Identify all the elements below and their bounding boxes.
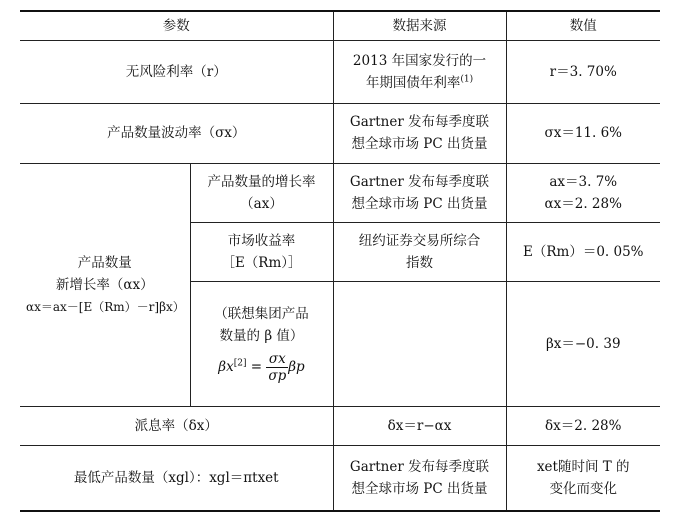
dividend-value: δx＝2. 28% (506, 406, 660, 445)
row-volatility (20, 103, 660, 163)
riskfree-source (333, 40, 506, 103)
growth-group-label (20, 163, 190, 406)
market-source (333, 222, 506, 281)
header-row (20, 11, 660, 40)
growth-param-line2: （ax） (240, 195, 283, 212)
volatility-source (333, 103, 506, 163)
minimum-source-line1: Gartner 发布每季度联 (349, 458, 490, 475)
market-param-line1: 市场收益率 (227, 232, 296, 249)
beta-formula-rhs: βp (288, 359, 305, 375)
volatility-value: σx＝11. 6% (506, 103, 660, 163)
growth-value-line2: αx＝2. 28% (544, 195, 622, 212)
dividend-param: 派息率（δx） (20, 406, 333, 445)
beta-value: βx＝−0. 39 (506, 281, 660, 406)
growth-group-line1: 产品数量 (77, 254, 132, 271)
growth-param-line1: 产品数量的增长率 (207, 173, 316, 190)
beta-param (190, 281, 333, 406)
header-source: 数据来源 (333, 11, 506, 40)
market-source-line1: 纽约证券交易所综合 (358, 232, 481, 249)
beta-formula-equals: = (250, 359, 263, 375)
market-param-line2: ［E（Rm）］ (221, 254, 302, 271)
beta-formula-note: [2] (233, 358, 247, 369)
growth-value (506, 163, 660, 222)
volatility-source-line1: Gartner 发布每季度联 (349, 114, 490, 130)
growth-group-formula: αx＝ax－[E（Rm）－r]βx） (26, 299, 185, 314)
growth-source (333, 163, 506, 222)
market-value: E（Rm）＝0. 05% (506, 222, 660, 281)
growth-group-line2: 新增长率（αx） (55, 276, 154, 293)
market-param (190, 222, 333, 281)
beta-param-line1: （联想集团产品 (214, 306, 309, 322)
beta-formula-denominator: σp (268, 368, 287, 384)
beta-formula-lhs: βx (218, 359, 234, 375)
growth-param (190, 163, 333, 222)
riskfree-source-text: 年期国债年利率 (365, 74, 461, 91)
row-growth (20, 163, 660, 222)
dividend-source: δx＝r−αx (333, 406, 506, 445)
minimum-source (333, 445, 506, 511)
beta-formula (197, 351, 327, 384)
beta-formula-fraction (266, 351, 288, 384)
row-minimum (20, 445, 660, 511)
riskfree-value: r＝3. 70% (506, 40, 660, 103)
minimum-param: 最低产品数量（xgl）：xgl＝πtxet (20, 445, 333, 511)
parameter-table (20, 10, 660, 512)
riskfree-source-line2 (340, 72, 500, 94)
header-param: 参数 (20, 11, 333, 40)
row-dividend (20, 406, 660, 445)
minimum-source-line2: 想全球市场 PC 出货量 (351, 480, 488, 497)
riskfree-footnote: (1) (460, 74, 474, 84)
growth-source-line1: Gartner 发布每季度联 (349, 173, 490, 190)
minimum-value-line2: 变化而变化 (549, 480, 617, 497)
volatility-source-line2: 想全球市场 PC 出货量 (351, 136, 488, 152)
beta-formula-numerator: σx (266, 351, 288, 368)
row-riskfree (20, 40, 660, 103)
beta-param-line2: 数量的 β 值） (219, 328, 304, 344)
growth-value-line1: ax＝3. 7% (549, 173, 618, 190)
volatility-param: 产品数量波动率（σx） (20, 103, 333, 163)
minimum-value (506, 445, 660, 511)
market-source-line2: 指数 (406, 254, 433, 271)
riskfree-param: 无风险利率（r） (20, 40, 333, 103)
growth-source-line2: 想全球市场 PC 出货量 (351, 195, 488, 212)
minimum-value-line1: xet随时间 T 的 (536, 458, 630, 475)
riskfree-source-line1: 2013 年国家发行的一 (352, 52, 487, 69)
beta-source (333, 281, 506, 406)
header-value: 数值 (506, 11, 660, 40)
